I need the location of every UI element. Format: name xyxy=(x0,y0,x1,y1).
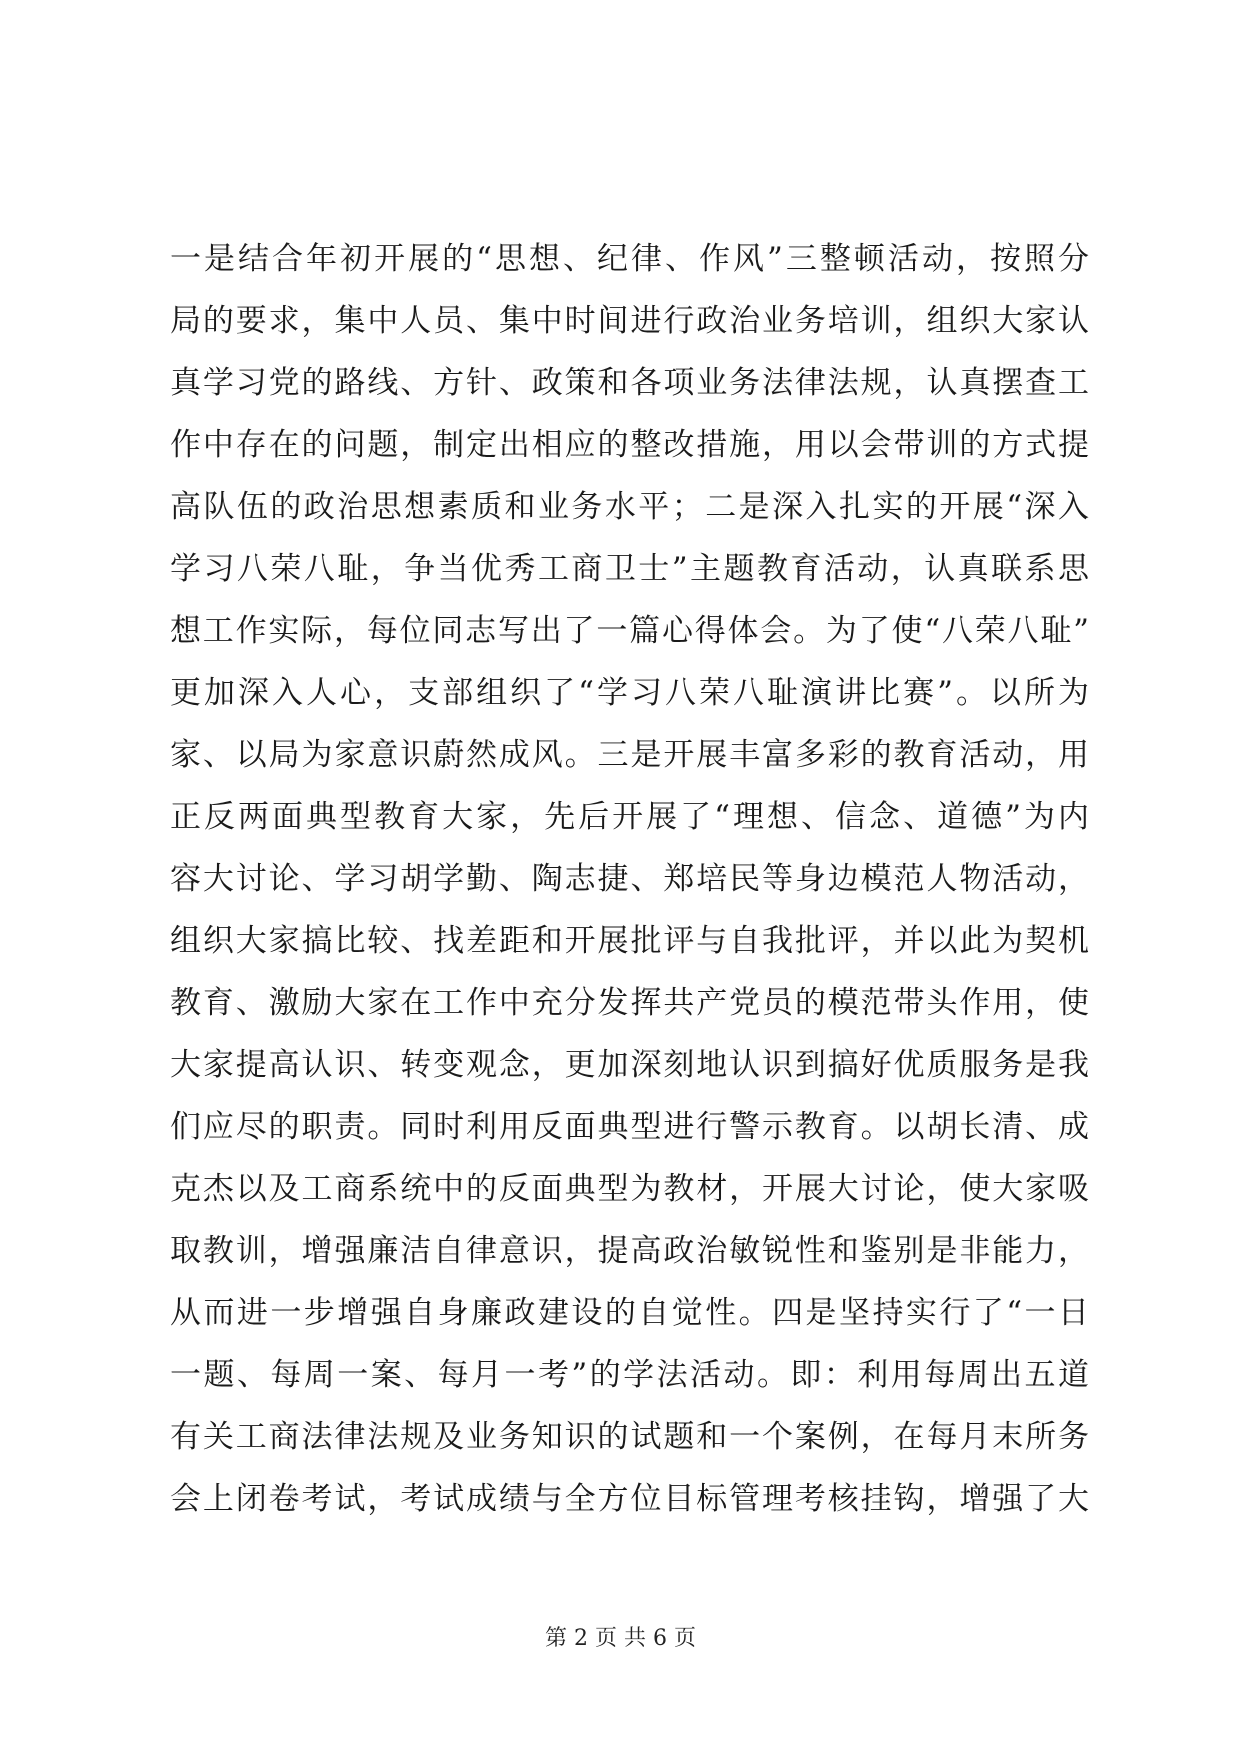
text-line: 正反两面典型教育大家，先后开展了“理想、信念、道德”为内 xyxy=(170,799,1090,835)
text-line: 作中存在的问题，制定出相应的整改措施，用以会带训的方式提 xyxy=(170,427,1090,463)
text-line: 教育、激励大家在工作中充分发挥共产党员的模范带头作用，使 xyxy=(170,985,1090,1021)
text-line: 更加深入人心，支部组织了“学习八荣八耻演讲比赛”。以所为 xyxy=(170,675,1090,711)
page-footer xyxy=(0,1624,1241,1654)
text-line: 局的要求，集中人员、集中时间进行政治业务培训，组织大家认 xyxy=(170,303,1090,339)
body-text xyxy=(170,228,1090,1530)
text-line: 真学习党的路线、方针、政策和各项业务法律法规，认真摆查工 xyxy=(170,365,1090,401)
text-line: 想工作实际，每位同志写出了一篇心得体会。为了使“八荣八耻” xyxy=(170,613,1090,649)
text-line: 家、以局为家意识蔚然成风。三是开展丰富多彩的教育活动，用 xyxy=(170,737,1090,773)
text-line: 一是结合年初开展的“思想、纪律、作风”三整顿活动，按照分 xyxy=(170,241,1090,277)
text-line: 克杰以及工商系统中的反面典型为教材，开展大讨论，使大家吸 xyxy=(170,1171,1090,1207)
text-line: 组织大家搞比较、找差距和开展批评与自我批评，并以此为契机 xyxy=(170,923,1090,959)
text-line: 会上闭卷考试，考试成绩与全方位目标管理考核挂钩，增强了大 xyxy=(170,1481,1090,1517)
text-line: 大家提高认识、转变观念，更加深刻地认识到搞好优质服务是我 xyxy=(170,1047,1090,1083)
text-line: 从而进一步增强自身廉政建设的自觉性。四是坚持实行了“一日 xyxy=(170,1295,1090,1331)
text-line: 一题、每周一案、每月一考”的学法活动。即：利用每周出五道 xyxy=(170,1357,1090,1393)
text-line: 高队伍的政治思想素质和业务水平；二是深入扎实的开展“深入 xyxy=(170,489,1090,525)
text-line: 学习八荣八耻，争当优秀工商卫士”主题教育活动，认真联系思 xyxy=(170,551,1090,587)
page-number: 第 2 页 共 6 页 xyxy=(545,1626,696,1651)
text-line: 容大讨论、学习胡学勤、陶志捷、郑培民等身边模范人物活动， xyxy=(170,861,1090,897)
text-line: 有关工商法律法规及业务知识的试题和一个案例，在每月末所务 xyxy=(170,1419,1090,1455)
text-line: 取教训，增强廉洁自律意识，提高政治敏锐性和鉴别是非能力， xyxy=(170,1233,1090,1269)
text-line: 们应尽的职责。同时利用反面典型进行警示教育。以胡长清、成 xyxy=(170,1109,1090,1145)
